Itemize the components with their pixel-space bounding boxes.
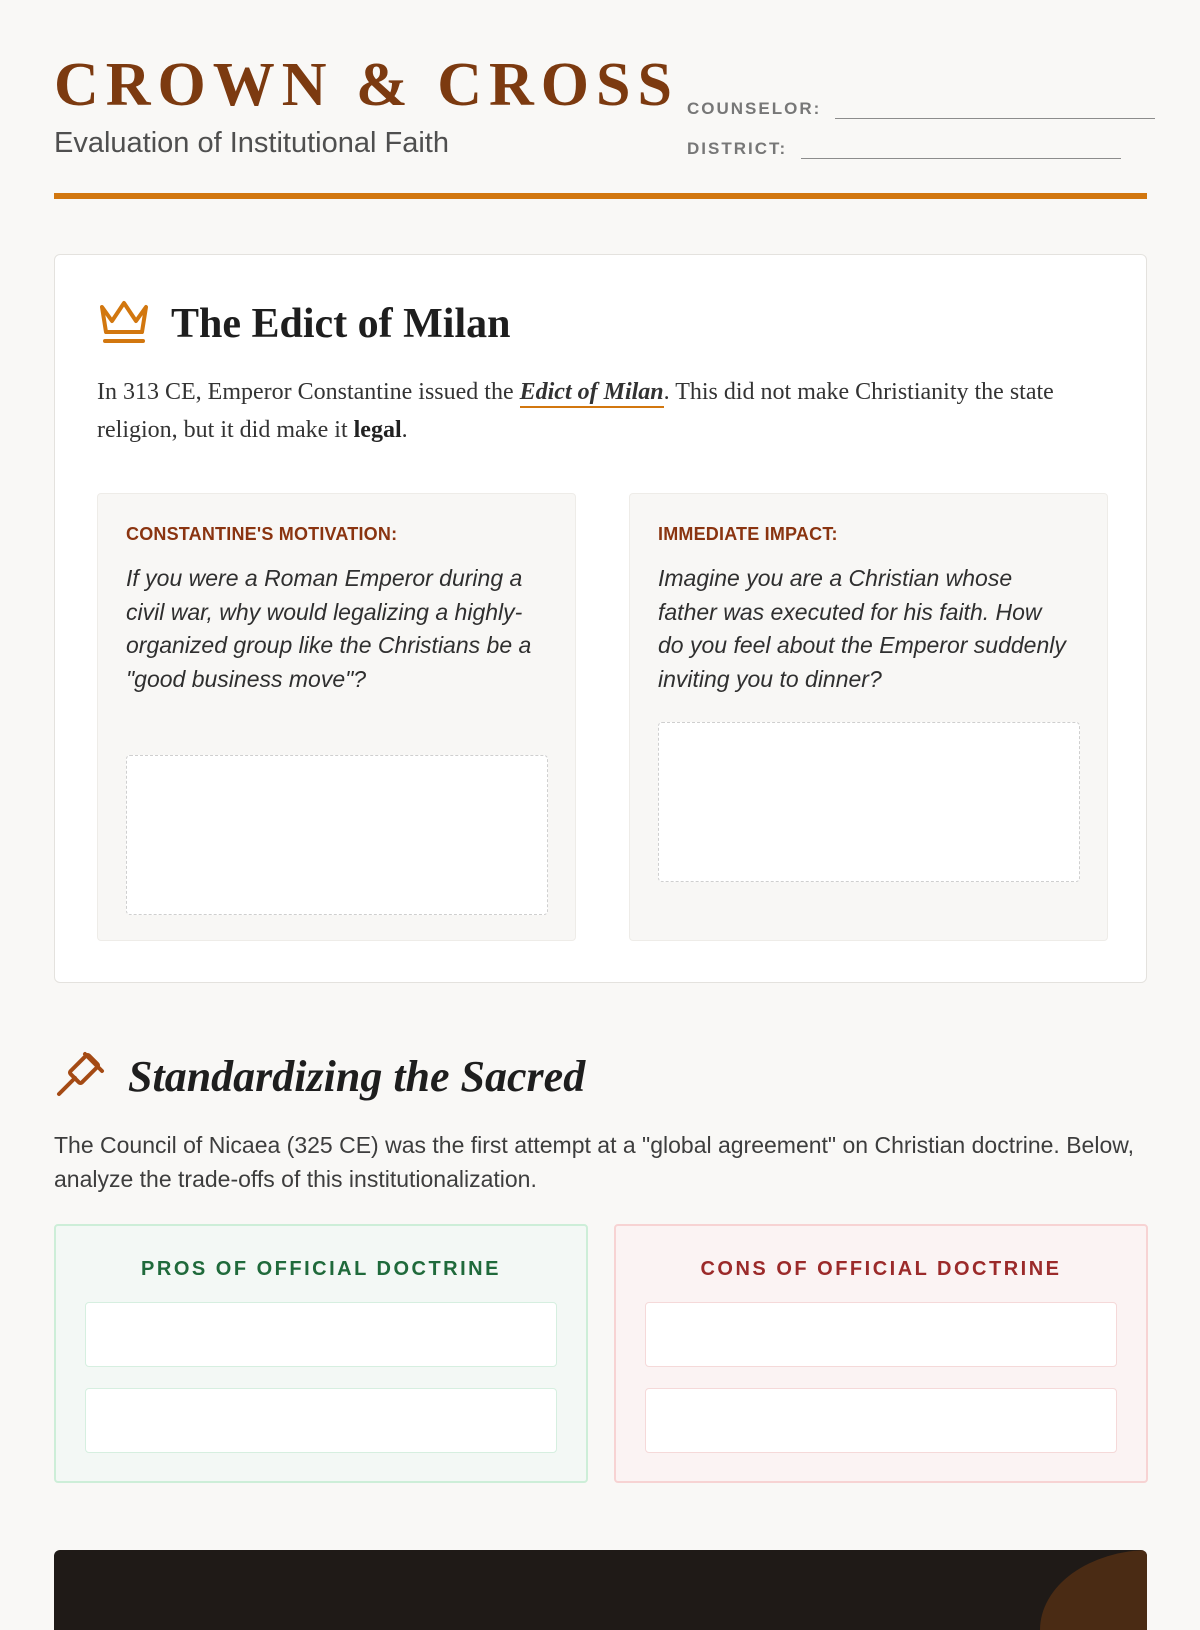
district-row xyxy=(687,136,1121,159)
cons-entry-field[interactable] xyxy=(645,1302,1117,1367)
pros-title: PROS OF OFFICIAL DOCTRINE xyxy=(141,1258,501,1280)
question-label: IMMEDIATE IMPACT: xyxy=(658,524,838,544)
edict-card xyxy=(54,254,1147,983)
cons-title: CONS OF OFFICIAL DOCTRINE xyxy=(700,1258,1062,1280)
edict-intro xyxy=(97,373,1107,449)
decorative-glow xyxy=(1040,1550,1147,1630)
cons-box xyxy=(614,1224,1148,1483)
intro-text-mid: . This did not make Christianity the state religion, but it did make it xyxy=(97,379,1054,443)
page-subtitle: Evaluation of Institutional Faith xyxy=(54,127,449,159)
footer-panel xyxy=(54,1550,1147,1630)
crown-icon xyxy=(97,299,151,349)
counselor-row xyxy=(687,96,1155,119)
intro-text-end: . xyxy=(401,417,408,443)
cons-entry-field[interactable] xyxy=(645,1388,1117,1453)
council-heading xyxy=(54,1050,585,1102)
pros-entry-field[interactable] xyxy=(85,1302,557,1367)
edict-emphasis: Edict of Milan xyxy=(520,379,664,408)
header xyxy=(54,0,1147,200)
pros-box xyxy=(54,1224,588,1483)
counselor-field[interactable] xyxy=(835,96,1155,119)
council-title: Standardizing the Sacred xyxy=(128,1051,586,1101)
worksheet-page xyxy=(54,0,1147,1280)
council-description: The Council of Nicaea (325 CE) was the first attempt at a "global agreement" on Christian doctrine. Below, analyze the trade-offs of this institutionalization. xyxy=(54,1132,1134,1192)
question-text: If you were a Roman Emperor during a civil war, why would legalizing a highly-organized group like the Christians be a "good business move"? xyxy=(126,565,532,692)
question-text: Imagine you are a Christian whose father was executed for his faith. How do you feel about the Emperor suddenly inviting you to dinner? xyxy=(658,565,1066,692)
intro-text-pre: In 313 CE, Emperor Constantine issued the xyxy=(97,379,520,405)
intro-bold-word: legal xyxy=(353,417,402,443)
brand-title: CROWN & CROSS xyxy=(54,51,679,119)
question-label: CONSTANTINE'S MOTIVATION: xyxy=(126,524,398,544)
edict-title: The Edict of Milan xyxy=(171,301,511,347)
motivation-question-box xyxy=(97,493,576,941)
pros-entry-field[interactable] xyxy=(85,1388,557,1453)
impact-answer-field[interactable] xyxy=(658,722,1080,882)
impact-question-box xyxy=(629,493,1108,941)
district-label: DISTRICT: xyxy=(687,139,788,158)
edict-heading xyxy=(97,299,511,349)
counselor-label: COUNSELOR: xyxy=(687,99,822,118)
motivation-answer-field[interactable] xyxy=(126,755,548,915)
district-field[interactable] xyxy=(801,136,1121,159)
header-divider xyxy=(54,193,1147,199)
gavel-icon xyxy=(54,1050,106,1102)
